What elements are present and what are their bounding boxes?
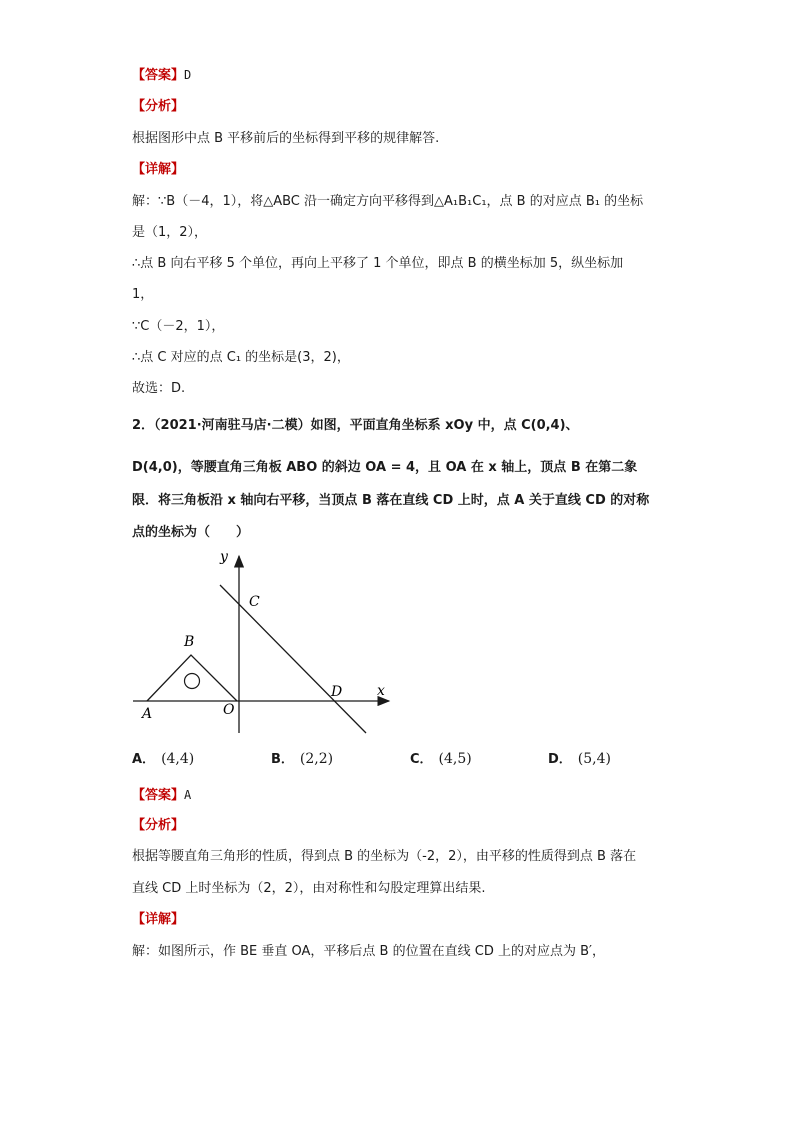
analysis-line: 直线 CD 上时坐标为（2，2），由对称性和勾股定理算出结果.	[132, 881, 486, 896]
question-line: 点的坐标为（ ）	[132, 525, 250, 540]
label-o: O	[223, 702, 235, 718]
detail-heading-1: 【详解】	[132, 162, 185, 177]
analysis-line: 根据等腰直角三角形的性质，得到点 B 的坐标为（-2，2），由平移的性质得到点 B 落在	[132, 849, 637, 864]
detail-line: ∵C（－2，1），	[132, 319, 225, 334]
detail-line: ∴点 C 对应的点 C₁ 的坐标是(3，2)，	[132, 350, 350, 365]
label-y: y	[220, 549, 228, 565]
label-x: x	[377, 683, 385, 699]
analysis-text-1: 根据图形中点 B 平移前后的坐标得到平移的规律解答.	[132, 131, 440, 146]
answer-heading-2: 【答案】A	[132, 788, 192, 803]
detail-line: 是（1，2），	[132, 225, 208, 240]
question-line: D(4,0)，等腰直角三角板 ABO 的斜边 OA = 4，且 OA 在 x 轴上，顶点 B 在第二象	[132, 460, 638, 475]
analysis-heading-2: 【分析】	[132, 818, 185, 833]
analysis-heading-1: 【分析】	[132, 99, 185, 114]
label-d: D	[331, 684, 343, 700]
triangle-abo	[147, 655, 237, 701]
label-b: B	[184, 634, 195, 650]
line-cd	[220, 585, 366, 733]
label-c: C	[249, 594, 260, 610]
detail-line: ∴点 B 向右平移 5 个单位，再向上平移了 1 个单位，即点 B 的横坐标加 5，纵坐标加	[132, 256, 624, 271]
triangle-hole	[185, 674, 200, 689]
detail-line: 解：∵B（－4，1），将△ABC 沿一确定方向平移得到△A₁B₁C₁，点 B 的对应点 B₁ 的坐标	[132, 194, 644, 209]
detail-line: 故选：D.	[132, 381, 186, 396]
answer-value-1: D	[184, 68, 192, 82]
answer-value-2: A	[184, 788, 192, 802]
question-line: 限．将三角板沿 x 轴向右平移，当顶点 B 落在直线 CD 上时，点 A 关于直线 CD 的对称	[132, 493, 650, 508]
detail-heading-2: 【详解】	[132, 912, 185, 927]
answer-heading-1: 【答案】D	[132, 68, 192, 83]
question-line: 2．（2021·河南驻马店·二模）如图，平面直角坐标系 xOy 中，点 C(0,4)、	[132, 418, 579, 433]
option-c[interactable]: C． (4,5)	[410, 751, 472, 767]
detail-text-2: 解：如图所示，作 BE 垂直 OA，平移后点 B 的位置在直线 CD 上的对应点为 B′，	[132, 944, 605, 959]
option-a[interactable]: A． (4,4)	[132, 751, 195, 767]
option-b[interactable]: B． (2,2)	[271, 751, 334, 767]
detail-line: 1，	[132, 287, 154, 302]
option-d[interactable]: D． (5,4)	[548, 751, 611, 767]
label-a: A	[142, 706, 153, 722]
